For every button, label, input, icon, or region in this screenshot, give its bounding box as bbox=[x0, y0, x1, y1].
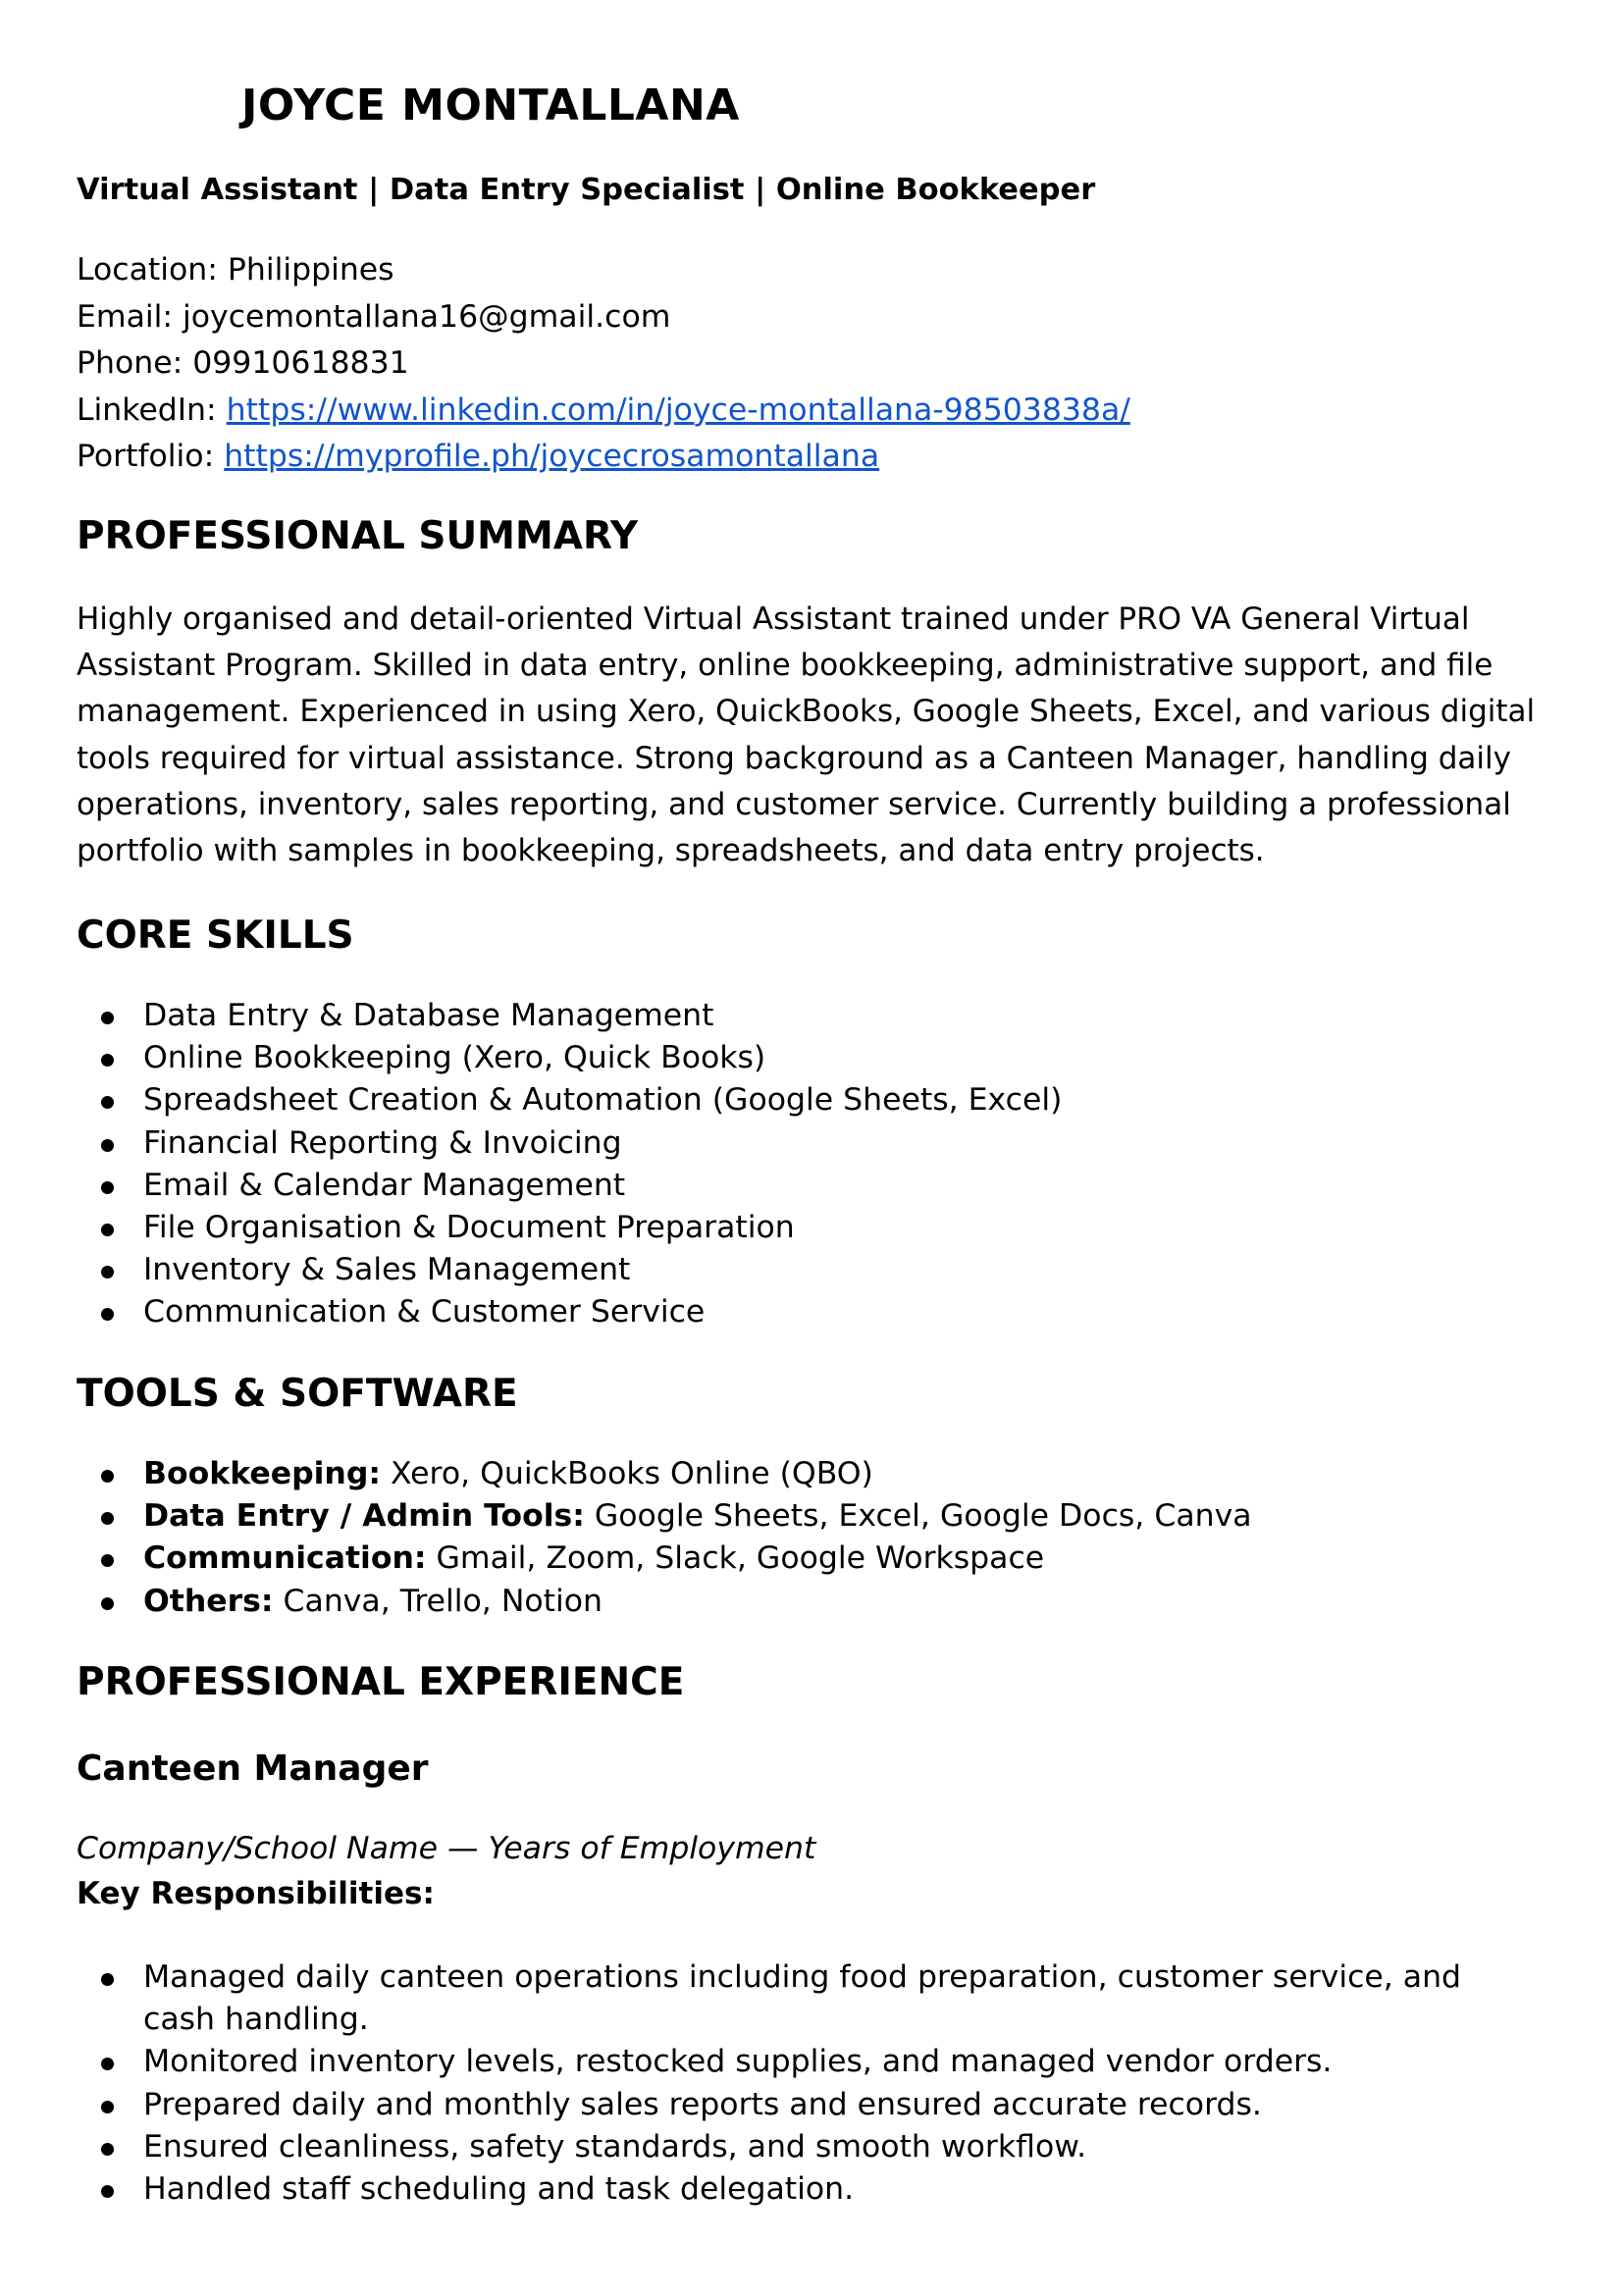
linkedin-link[interactable]: https://www.linkedin.com/in/joyce-montallana-98503838a/ bbox=[226, 391, 1130, 428]
list-item bbox=[77, 1538, 1252, 1580]
job-company-line: Company/School Name — Years of Employment bbox=[77, 1831, 816, 1866]
tool-category-label: Communication: bbox=[143, 1540, 427, 1577]
experience-heading: PROFESSIONAL EXPERIENCE bbox=[77, 1660, 685, 1704]
list-item: Managed daily canteen operations including food preparation, customer service, and cash handling. bbox=[77, 1956, 1537, 2041]
list-item: Data Entry & Database Management bbox=[77, 995, 1062, 1037]
list-item: Spreadsheet Creation & Automation (Google Sheets, Excel) bbox=[77, 1079, 1062, 1121]
candidate-subtitle: Virtual Assistant | Data Entry Specialist | Online Bookkeeper bbox=[77, 173, 1096, 207]
tool-category-value: Gmail, Zoom, Slack, Google Workspace bbox=[436, 1540, 1045, 1577]
contact-block bbox=[77, 247, 1130, 481]
summary-heading: PROFESSIONAL SUMMARY bbox=[77, 514, 639, 558]
portfolio-label: Portfolio: bbox=[77, 439, 215, 474]
tools-list bbox=[77, 1453, 1252, 1623]
list-item: Financial Reporting & Invoicing bbox=[77, 1122, 1062, 1165]
summary-text: Highly organised and detail-oriented Virtual Assistant trained under PRO VA General Virtual Assistant Program. Skilled in data entry, online bookkeeping, administrative support, and file management. Experienced in using Xero, QuickBooks, Google Sheets, Excel, and various digital tools required for virtual assistance. Strong background as a Canteen Manager, handling daily operations, inventory, sales reporting, and customer service. Currently building a professional portfolio with samples in bookkeeping, spreadsheets, and data entry projects. bbox=[77, 601, 1536, 869]
email-value: joycemontallana16@gmail.com bbox=[183, 298, 671, 335]
linkedin-label: LinkedIn: bbox=[77, 391, 217, 428]
list-item bbox=[77, 1495, 1252, 1538]
phone-label: Phone: bbox=[77, 345, 183, 381]
contact-linkedin bbox=[77, 388, 1130, 435]
candidate-name: JOYCE MONTALLANA bbox=[241, 80, 740, 130]
tool-category-label: Bookkeeping: bbox=[143, 1456, 381, 1491]
portfolio-link[interactable]: https://myprofile.ph/joycecrosamontallana bbox=[224, 439, 880, 474]
skills-list bbox=[77, 995, 1062, 1334]
list-item: Communication & Customer Service bbox=[77, 1291, 1062, 1333]
email-label: Email: bbox=[77, 298, 174, 335]
skills-heading: CORE SKILLS bbox=[77, 913, 354, 958]
tool-category-label: Data Entry / Admin Tools: bbox=[143, 1498, 585, 1535]
list-item bbox=[77, 1453, 1252, 1495]
contact-phone bbox=[77, 340, 1130, 388]
responsibilities-label: Key Responsibilities: bbox=[77, 1876, 435, 1911]
contact-portfolio bbox=[77, 434, 1130, 481]
list-item: File Organisation & Document Preparation bbox=[77, 1207, 1062, 1249]
list-item: Online Bookkeeping (Xero, Quick Books) bbox=[77, 1037, 1062, 1079]
list-item: Email & Calendar Management bbox=[77, 1165, 1062, 1207]
location-value: Philippines bbox=[227, 252, 394, 287]
location-label: Location: bbox=[77, 252, 218, 287]
list-item: Handled staff scheduling and task delegation. bbox=[77, 2168, 1537, 2211]
tool-category-label: Others: bbox=[143, 1583, 274, 1619]
contact-email bbox=[77, 294, 1130, 341]
phone-value: 09910618831 bbox=[192, 345, 409, 381]
list-item: Prepared daily and monthly sales reports and ensured accurate records. bbox=[77, 2084, 1537, 2126]
list-item bbox=[77, 1581, 1252, 1623]
tool-category-value: Canva, Trello, Notion bbox=[283, 1583, 602, 1619]
tool-category-value: Google Sheets, Excel, Google Docs, Canva bbox=[594, 1498, 1252, 1535]
tool-category-value: Xero, QuickBooks Online (QBO) bbox=[391, 1456, 873, 1491]
list-item: Ensured cleanliness, safety standards, and smooth workflow. bbox=[77, 2126, 1537, 2168]
list-item: Monitored inventory levels, restocked supplies, and managed vendor orders. bbox=[77, 2041, 1537, 2083]
responsibilities-list bbox=[77, 1956, 1537, 2211]
job-title: Canteen Manager bbox=[77, 1748, 429, 1789]
tools-heading: TOOLS & SOFTWARE bbox=[77, 1372, 518, 1416]
list-item: Inventory & Sales Management bbox=[77, 1249, 1062, 1291]
contact-location bbox=[77, 247, 1130, 294]
